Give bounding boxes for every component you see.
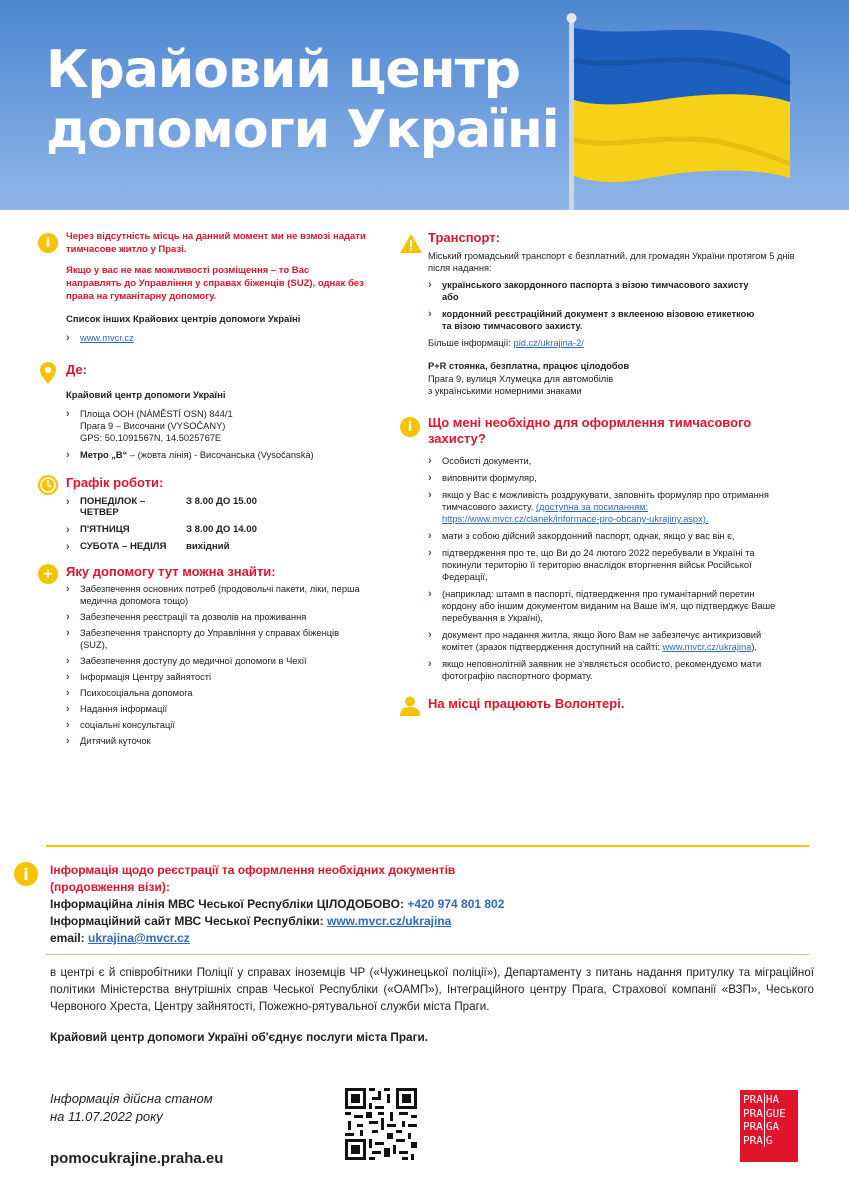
list-item[interactable] xyxy=(66,332,378,344)
divider xyxy=(46,845,809,847)
form-link[interactable]: (доступна за посиланням: https://www.mvcr.cz/clanek/informace-pro-obcany-ukrajiny.aspx). xyxy=(442,502,709,524)
gps-line: GPS: 50.1091567N, 14.5025767E xyxy=(80,433,222,443)
list-item xyxy=(66,583,366,607)
address-line: Площа ООН (NÁMĚSTÍ OSN) 844/1 xyxy=(80,409,233,419)
page-title: Крайовий центр допомоги Україні xyxy=(46,40,559,160)
list-item xyxy=(428,588,788,624)
list-item xyxy=(428,472,788,484)
list-item xyxy=(66,719,366,731)
clock-icon xyxy=(38,475,58,495)
schedule-day: ПОНЕДІЛОК – ЧЕТВЕР xyxy=(80,496,146,518)
logo-text: PRA xyxy=(743,1093,763,1106)
chevron-right-icon: › xyxy=(66,408,70,420)
schedule-row xyxy=(66,541,378,552)
list-item xyxy=(66,735,366,747)
qr-code-icon[interactable] xyxy=(345,1088,417,1160)
chevron-right-icon: › xyxy=(66,655,70,667)
list-item xyxy=(428,308,758,332)
help-item-text: Інформація Центру зайнятості xyxy=(80,672,212,682)
chevron-right-icon: › xyxy=(428,530,432,542)
pr-title: P+R стоянка, безплатна, працює цілодобов xyxy=(428,361,630,371)
logo-text: PRA xyxy=(743,1120,763,1133)
needed-item-text: (наприклад: штамп в паспорті, підтвердження про гуманітарний перетин кордону або іншим документом виданим на Ваше ім'я, що підтверджує Ваше перебування в Україні), xyxy=(442,589,776,623)
list-item xyxy=(428,489,788,525)
chevron-right-icon: › xyxy=(428,308,432,320)
list-item xyxy=(66,687,366,699)
mvcr-link[interactable]: www.mvcr.cz xyxy=(80,333,134,343)
transport-title: Транспорт: xyxy=(428,230,500,245)
hero-banner xyxy=(0,0,849,210)
help-item-text: Забезпечення доступу до медичної допомоги в Чехії xyxy=(80,656,307,666)
help-item-text: Психосоціальна допомога xyxy=(80,688,193,698)
list-item xyxy=(66,655,366,667)
schedule-day: СУБОТА – НЕДІЛЯ xyxy=(80,541,167,552)
unites-statement: Крайовий центр допомоги Україні об'єднує послуги міста Праги. xyxy=(50,1030,429,1044)
help-item-text: Забезпечення реєстрації та дозволів на проживання xyxy=(80,612,307,622)
list-item xyxy=(66,671,366,683)
chevron-right-icon: › xyxy=(66,719,70,731)
schedule-time: З 8.00 ДО 15.00 xyxy=(186,496,257,507)
list-item xyxy=(66,611,366,623)
chevron-right-icon: › xyxy=(428,279,432,291)
phone-number[interactable]: +420 974 801 802 xyxy=(407,897,505,911)
chevron-right-icon: › xyxy=(66,671,70,683)
divider xyxy=(46,954,809,955)
praha-logo xyxy=(740,1090,798,1162)
info-section xyxy=(23,862,790,947)
phone-label: Інформаційна лінія МВС Чеської Республіки ЦІЛОДОБОВО: xyxy=(50,897,408,911)
list-item xyxy=(428,530,788,542)
location-pin-icon xyxy=(40,362,56,384)
address-line: Прага 9 – Височани (VYSOČANY) xyxy=(80,421,226,431)
center-name: Крайовий центр допомоги Україні xyxy=(66,390,226,401)
chevron-right-icon: › xyxy=(66,583,70,595)
right-column xyxy=(400,230,810,711)
needed-section xyxy=(400,415,810,682)
validity-line: Інформація дійсна станом xyxy=(50,1091,213,1106)
chevron-right-icon: › xyxy=(428,629,432,641)
metro-item xyxy=(66,449,378,461)
transport-item-text: кордонний реєстраційний документ з вклееною візовою етикеткою та візою тимчасового захисту. xyxy=(442,309,755,331)
transport-section xyxy=(400,230,810,397)
needed-item-tail: ), xyxy=(751,642,758,652)
chevron-right-icon: › xyxy=(428,547,432,559)
chevron-right-icon: › xyxy=(428,588,432,600)
where-section xyxy=(38,362,378,461)
list-item xyxy=(428,455,788,467)
notice-section xyxy=(38,230,378,344)
info-phone-line xyxy=(50,896,790,913)
list-item xyxy=(66,627,366,651)
metro-text: – (жовта лінія) - Височанська (Vysočanská) xyxy=(127,450,314,460)
left-column xyxy=(38,230,378,751)
needed-item-text: виповнити формуляр, xyxy=(442,473,537,483)
logo-text: PRA xyxy=(743,1106,763,1120)
pr-line: з українськими номерними знаками xyxy=(428,386,582,396)
ukraine-flag-icon xyxy=(560,0,849,210)
info-icon: i xyxy=(400,417,420,437)
address-item xyxy=(66,408,378,444)
info-title: Інформація щодо реєстрації та оформлення необхідних документів xyxy=(50,863,456,877)
chevron-right-icon: › xyxy=(66,449,70,461)
validity-date: на 11.07.2022 року xyxy=(50,1109,163,1124)
more-info-label: Більше інформації: xyxy=(428,338,514,348)
needed-item-text: Особисті документи, xyxy=(442,456,532,466)
notice-line2: Якщо у вас не має можливості розміщення – то Вас направлять до Управління у справах біженців (SUZ), однак без права на гуманітарну допомогу. xyxy=(66,265,364,302)
list-item xyxy=(428,658,788,682)
volunteers-title: На місці працюють Волонтері. xyxy=(428,696,625,711)
website-url[interactable]: pomocukrajine.praha.eu xyxy=(50,1150,224,1167)
help-title: Яку допомогу тут можна знайти: xyxy=(66,564,276,579)
partners-paragraph: в центрі є й співробітники Поліції у справах іноземців ЧР («Чужинецької поліції»), Департаменту з питань надання притулку та міграційної політики Міністерства внутрішніх справ Чеської Республіки («ОАМП»), Інтеграційного центру Прага, Страхової компанії «ВЗП», Чеського Червоного Хреста, Центру зайнятості, Пожежно-рятувальної служби міста Праги. xyxy=(50,966,814,1013)
centers-list-title: Список інших Крайових центрів допомоги Україні xyxy=(66,314,301,325)
transport-intro: Міський громадський транспорт є безплатний, для громадян України протягом 5 днів після надання: xyxy=(428,251,795,273)
info-subtitle: (продовження візи): xyxy=(50,880,170,894)
info-email-line xyxy=(50,930,790,947)
chevron-right-icon: › xyxy=(66,735,70,747)
pid-link[interactable]: pid.cz/ukrajina-2/ xyxy=(513,338,584,348)
info-icon: i xyxy=(14,862,38,886)
needed-item-text: якщо у Вас є можливість роздрукувати, заповніть формуляр про отримання тимчасового захисту. xyxy=(442,490,769,512)
chevron-right-icon: › xyxy=(428,489,432,501)
transport-item-text: українського закордонного паспорта з візою тимчасового захисту або xyxy=(442,280,749,302)
info-icon: i xyxy=(38,233,58,253)
help-item-text: Забезпечення транспорту до Управління у справах біженців (SUZ), xyxy=(80,628,340,650)
chevron-right-icon: › xyxy=(66,496,70,508)
list-item xyxy=(428,629,788,653)
needed-title: Що мені необхідно для оформлення тимчасового захисту? xyxy=(428,415,752,446)
schedule-section xyxy=(38,475,378,552)
schedule-row xyxy=(66,496,378,518)
where-title: Де: xyxy=(66,362,87,377)
schedule-time: вихідний xyxy=(186,541,230,552)
list-item xyxy=(428,547,788,583)
schedule-title: Графік роботи: xyxy=(66,475,164,490)
logo-text: G xyxy=(765,1133,773,1147)
needed-item-text: документ про надання житла, якщо його Вам не забезпечує антикризовий комітет (зразок підтвердження доступний на сайті: xyxy=(442,630,762,652)
schedule-day: П'ЯТНИЦЯ xyxy=(80,524,130,535)
help-section xyxy=(38,564,378,747)
help-item-text: Надання інформації xyxy=(80,704,168,714)
warning-icon xyxy=(400,234,422,253)
plus-icon: + xyxy=(38,564,58,584)
notice-line1: Через відсутність місць на данний момент ми не взмозі надати тимчасове житло у Празі. xyxy=(66,231,366,255)
chevron-right-icon: › xyxy=(66,524,70,536)
needed-item-text: підтвердження про те, що Ви до 24 лютого 2022 перебували в Україні та покинули територію її територію внаслідок вторгнення військ Російської Федерації, xyxy=(442,548,755,582)
chevron-right-icon: › xyxy=(66,627,70,639)
schedule-row xyxy=(66,524,378,535)
chevron-right-icon: › xyxy=(66,332,70,344)
help-item-text: Забезпечення основних потреб (продовольчі пакети, ліки, перша медична допомога тощо) xyxy=(80,584,360,606)
chevron-right-icon: › xyxy=(428,472,432,484)
chevron-right-icon: › xyxy=(66,541,70,553)
info-site-line xyxy=(50,913,790,930)
person-icon xyxy=(400,696,420,716)
more-info xyxy=(428,337,810,350)
logo-text: GUE xyxy=(765,1106,786,1120)
volunteers-section xyxy=(400,696,810,711)
email-link[interactable]: ukrajina@mvcr.cz xyxy=(88,931,190,945)
list-item xyxy=(428,279,758,303)
metro-label: Метро „B“ xyxy=(80,450,128,460)
site-link[interactable]: www.mvcr.cz/ukrajina xyxy=(327,914,452,928)
pr-line: Прага 9, вулиця Хлумецка для автомобілів xyxy=(428,374,614,384)
email-label: email: xyxy=(50,931,89,945)
logo-text: PRA xyxy=(743,1133,763,1147)
chevron-right-icon: › xyxy=(428,658,432,670)
needed-item-text: мати з собою дійсний закордонний паспорт, однак, якщо у вас він є, xyxy=(442,531,735,541)
chevron-right-icon: › xyxy=(66,611,70,623)
list-item xyxy=(66,703,366,715)
site-label: Інформаційний сайт МВС Чеської Республіки: xyxy=(50,914,328,928)
schedule-time: З 8.00 ДО 14.00 xyxy=(186,524,257,535)
help-item-text: Дитячий куточок xyxy=(80,736,151,746)
logo-text: GA xyxy=(765,1120,780,1133)
chevron-right-icon: › xyxy=(66,687,70,699)
chevron-right-icon: › xyxy=(428,455,432,467)
needed-item-text: якщо неповнолітній заявник не з'являється особисто, рекомендуємо мати фотографію паспортного формату. xyxy=(442,659,762,681)
mvcr-ukrajina-link[interactable]: www.mvcr.cz/ukrajina xyxy=(662,642,752,652)
chevron-right-icon: › xyxy=(66,703,70,715)
logo-text: HA xyxy=(765,1093,780,1106)
help-item-text: соціальні консультації xyxy=(80,720,175,730)
validity-note xyxy=(50,1090,213,1126)
